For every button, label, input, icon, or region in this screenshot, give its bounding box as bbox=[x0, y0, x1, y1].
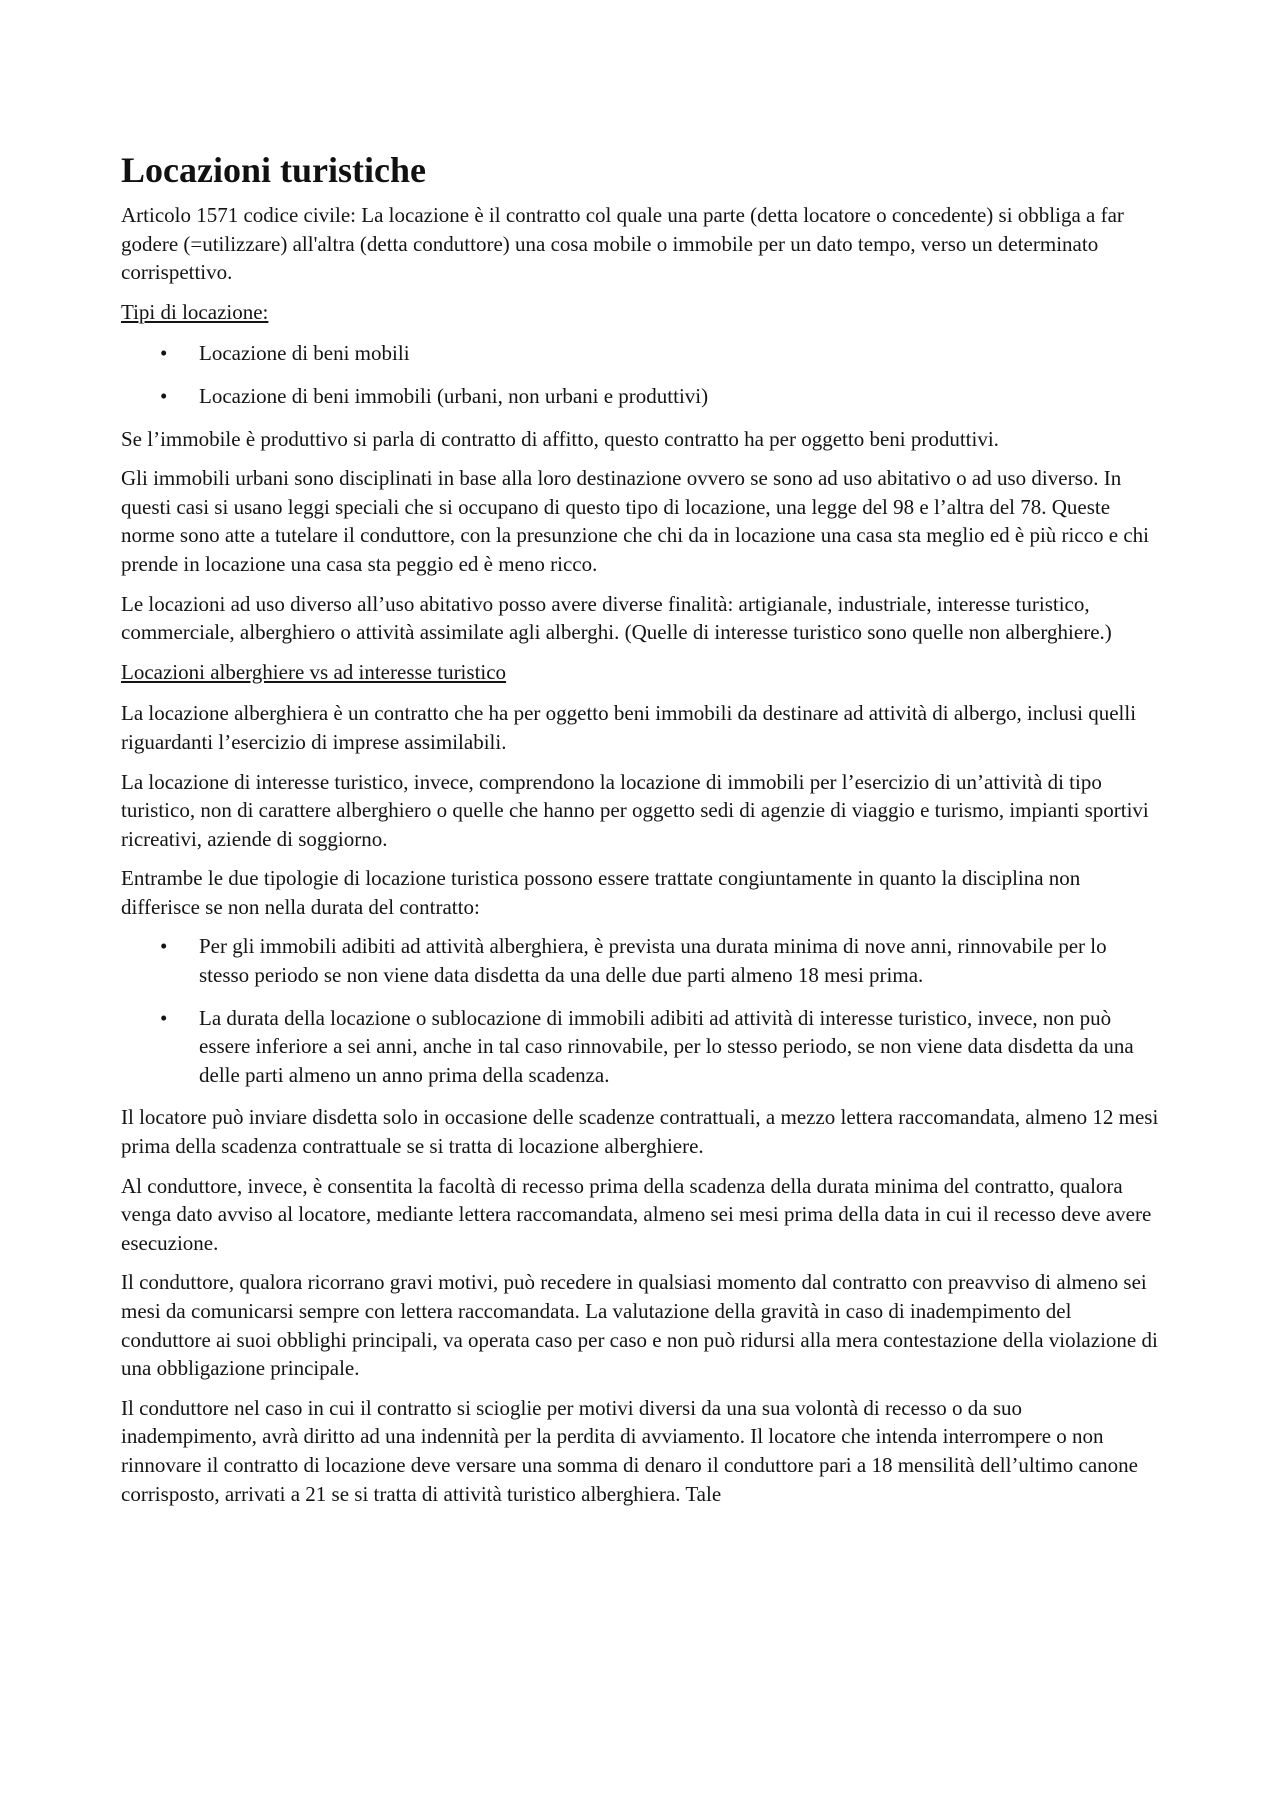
list-item-text: La durata della locazione o sublocazione di immobili adibiti ad attività di interesse turistico, invece, non può essere inferiore a sei anni, anche in tal caso rinnovabile, per lo stesso periodo, se non viene data disdetta da una delle parti almeno un anno prima della scadenza. bbox=[199, 1005, 1134, 1087]
bullet-icon: • bbox=[160, 341, 168, 366]
list-item bbox=[121, 1004, 1161, 1090]
bullet-icon: • bbox=[160, 1005, 168, 1030]
paragraph-gravi-motivi: Il conduttore, qualora ricorrano gravi motivi, può recedere in qualsiasi momento dal contratto con preavviso di almeno sei mesi da comunicarsi sempre con lettera raccomandata. La valutazione della gravità in caso di inadempimento del conduttore ai suoi obblighi principali, va operata caso per caso e non può ridursi alla mera contestazione della violazione di una obbligazione principale. bbox=[121, 1270, 1158, 1381]
paragraph-locazione-alberghiera: La locazione alberghiera è un contratto che ha per oggetto beni immobili da destinare ad attività di albergo, inclusi quelli riguardanti l’esercizio di imprese assimilabili. bbox=[121, 701, 1137, 754]
paragraph-immobili-urbani: Gli immobili urbani sono disciplinati in base alla loro destinazione ovvero se sono ad uso abitativo o ad uso diverso. In questi casi si usano leggi speciali che si occupano di questo tipo di locazione, una legge del 98 e l’altra del 78. Queste norme sono atte a tutelare il conduttore, con la presunzione che chi da in locazione una casa sta meglio ed è più ricco e chi prende in locazione una casa sta peggio ed è meno ricco. bbox=[121, 466, 1150, 576]
section-heading-tipi: Tipi di locazione: bbox=[121, 299, 269, 324]
paragraph-uso-diverso: Le locazioni ad uso diverso all’uso abitativo posso avere diverse finalità: artigianale, industriale, interesse turistico, commerciale, alberghiero o attività assimilate agli alberghi. (Quelle di interesse turistico sono quelle non alberghiere.) bbox=[121, 591, 1112, 645]
paragraph-indennita: Il conduttore nel caso in cui il contratto si scioglie per motivi diversi da una sua volontà di recesso o da suo inadempimento, avrà diritto ad una indennità per la perdita di avviamento. Il locatore che intenda interrompere o non rinnovare il contratto di locazione deve versare una somma di denaro il conduttore pari a 18 mensilità dell’ultimo canone corrisposto, arrivati a 21 se si tratta di attività turistico alberghiera. Tale bbox=[121, 1395, 1138, 1506]
paragraph-entrambe: Entrambe le due tipologie di locazione turistica possono essere trattate congiuntamente in quanto la disciplina non differisce se non nella durata del contratto: bbox=[121, 866, 1081, 919]
intro-paragraph: Articolo 1571 codice civile: La locazione è il contratto col quale una parte (detta locatore o concedente) si obbliga a far godere (=utilizzare) all'altra (detta conduttore) una cosa mobile o immobile per un dato tempo, verso un determinato corrispettivo. bbox=[121, 203, 1124, 285]
section-heading-alberghiere: Locazioni alberghiere vs ad interesse turistico bbox=[121, 659, 507, 684]
bullet-icon: • bbox=[160, 383, 168, 408]
list-item-text: Locazione di beni mobili bbox=[199, 341, 410, 366]
paragraph-locatore-disdetta: Il locatore può inviare disdetta solo in occasione delle scadenze contrattuali, a mezzo lettera raccomandata, almeno 12 mesi prima della scadenza contrattuale se si tratta di locazione alberghiere. bbox=[121, 1105, 1159, 1159]
list-item-text: Per gli immobili adibiti ad attività alberghiera, è prevista una durata minima di nove anni, rinnovabile per lo stesso periodo se non viene data disdetta da una delle due parti almeno 18 mesi prima. bbox=[199, 934, 1107, 988]
list-item bbox=[121, 339, 1161, 368]
bullet-icon: • bbox=[160, 934, 168, 959]
paragraph-affitto: Se l’immobile è produttivo si parla di contratto di affitto, questo contratto ha per oggetto beni produttivi. bbox=[121, 426, 999, 451]
locazione-types-list bbox=[121, 339, 1161, 410]
paragraph-interesse-turistico: La locazione di interesse turistico, invece, comprendono la locazione di immobili per l’esercizio di un’attività di tipo turistico, non di carattere alberghiero o quelle che hanno per oggetto sedi di agenzie di viaggio e turismo, impianti sportivi ricreativi, aziende di soggiorno. bbox=[121, 769, 1149, 851]
document-title: Locazioni turistiche bbox=[121, 150, 426, 190]
paragraph-conduttore-recesso: Al conduttore, invece, è consentita la facoltà di recesso prima della scadenza della durata minima del contratto, qualora venga dato avviso al locatore, mediante lettera raccomandata, almeno sei mesi prima della data in cui il recesso deve avere esecuzione. bbox=[121, 1173, 1152, 1255]
list-item bbox=[121, 932, 1161, 989]
list-item-text: Locazione di beni immobili (urbani, non urbani e produttivi) bbox=[199, 383, 709, 408]
list-item bbox=[121, 382, 1161, 411]
document-page bbox=[121, 148, 1161, 1519]
durata-list bbox=[121, 932, 1161, 1089]
